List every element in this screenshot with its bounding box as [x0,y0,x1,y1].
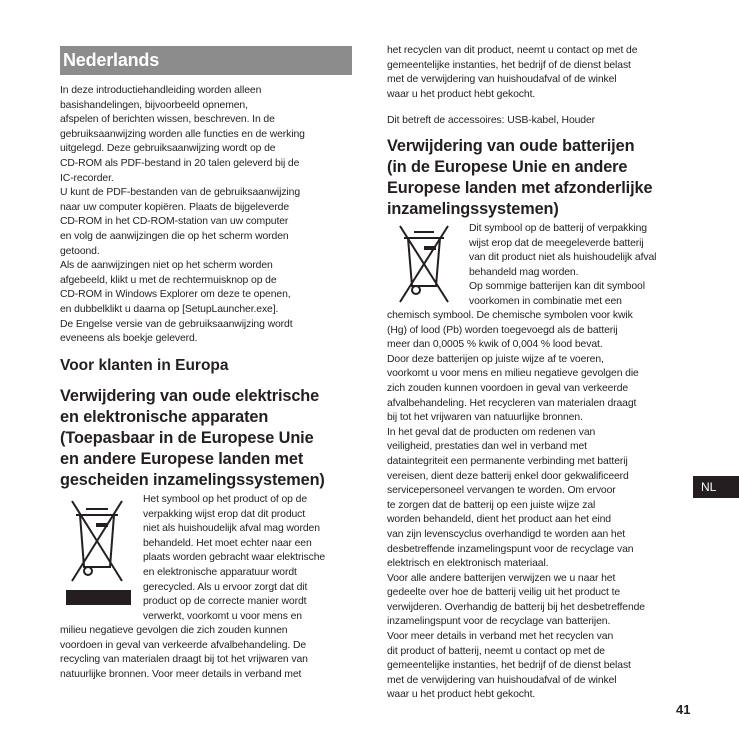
page-number: 41 [676,702,691,717]
weee-underline-bar [66,590,131,605]
heading-disposal-electronics: Verwijdering van oude elektrische en elektronische apparaten (Toepasbaar in de Europese Unie en andere Europese landen met gescheiden inzamelingssystemen) [60,387,325,489]
battery-continued-text: chemisch symbool. De chemische symbolen voor kwik (Hg) of lood (Pb) worden toegevoegd als de batterij meer dan 0,0005 % kwik of 0,004 % lood bevat. Door deze batterijen op juiste wijze af te voeren, voorkomt u voor mens en milieu negatieve gevolgen die zich zouden kunnen voordoen in geval van verkeerde afvalbehandeling. Het recycleren van materialen draagt bij tot het vrijwaren van natuurlijke bronnen. In het geval dat de producten om redenen van veiligheid, prestaties dan wel in verband met dataintegriteit een permanente verbinding met batterij vereisen, dient deze batterij enkel door gekwalificeerd servicepersoneel vervangen te worden. Om ervoor te zorgen dat de batterij op een juiste wijze zal worden behandeld, dient het product aan het eind van zijn levenscyclus overhandigd te worden aan het desbetreffende inzamelingspunt voor de recyclage van elektrisch en elektronisch materiaal. Voor alle andere batterijen verwijzen we u naar het gedeelte over hoe de batterij veilig uit het product te verwijderen. Overhandig de batterij bij het desbetreffende inzamelingspunt voor de recyclage van batterijen. Voor meer details in verband met het recyclen van dit product of batterij, neemt u contact op met de gemeentelijke instanties, het bedrijf of de dienst belast met de verwijdering van huishoudafval of de winkel waar u het product hebt gekocht. [387,310,645,701]
language-header: Nederlands [60,46,352,75]
right-continued-text: het recyclen van dit product, neemt u contact op met de gemeentelijke instanties, het bedrijf of de dienst belast met de verwijdering van huishoudafval of de winkel waar u het product hebt gekocht. [387,45,638,100]
disposal-continued-text: milieu negatieve gevolgen die zich zouden kunnen voordoen in geval van verkeerde afvalbehandeling. De recycling van materialen draagt bij tot het vrijwaren van natuurlijke bronnen. Voor meer details in verband met [60,625,308,680]
heading-customers-europe: Voor klanten in Europa [60,357,229,374]
weee-bin-icon [66,497,128,589]
battery-wrap-text: Dit symbool op de batterij of verpakking wijst erop dat de meegeleverde batterij van dit product niet als huishoudelijk afval behandeld mag worden. Op sommige batterijen kan dit symbool voorkomen in combinatie met een [469,223,657,307]
disposal-wrap-text: Het symbool op het product of op de verpakking wijst erop dat dit product niet als huishoudelijk afval mag worden behandeld. Het moet echter naar een plaats worden gebracht waar elektrische en elektronische apparatuur wordt gerecycled. Als u ervoor zorgt dat dit product op de correcte manier wordt verwerkt, voorkomt u voor mens en [143,494,326,622]
language-tab: NL [693,476,739,498]
heading-disposal-batteries: Verwijdering van oude batterijen (in de Europese Unie en andere Europese landen met afzonderlijke inzamelingssystemen) [387,137,653,218]
battery-bin-icon [394,222,454,308]
intro-paragraph: In deze introductiehandleiding worden alleen basishandelingen, bijvoorbeeld opnemen, afspelen of berichten wissen, beschreven. In de gebruiksaanwijzing worden alle functies en de werking uitgelegd. Deze gebruiksaanwijzing wordt op de CD-ROM als PDF-bestand in 20 talen geleverd bij de IC-recorder. U kunt de PDF-bestanden van de gebruiksaanwijzing naar uw computer kopiëren. Plaats de bijgeleverde CD-ROM in het CD-ROM-station van uw computer en volg de aanwijzingen die op het scherm worden getoond. Als de aanwijzingen niet op het scherm worden afgebeeld, klikt u met de rechtermuisknop op de CD-ROM in Windows Explorer om deze te openen, en dubbelklikt u daarna op [SetupLauncher.exe]. De Engelse versie van de gebruiksaanwijzing wordt eveneens als boekje geleverd. [60,85,305,345]
accessories-note: Dit betreft de accessoires: USB-kabel, Houder [387,115,596,126]
